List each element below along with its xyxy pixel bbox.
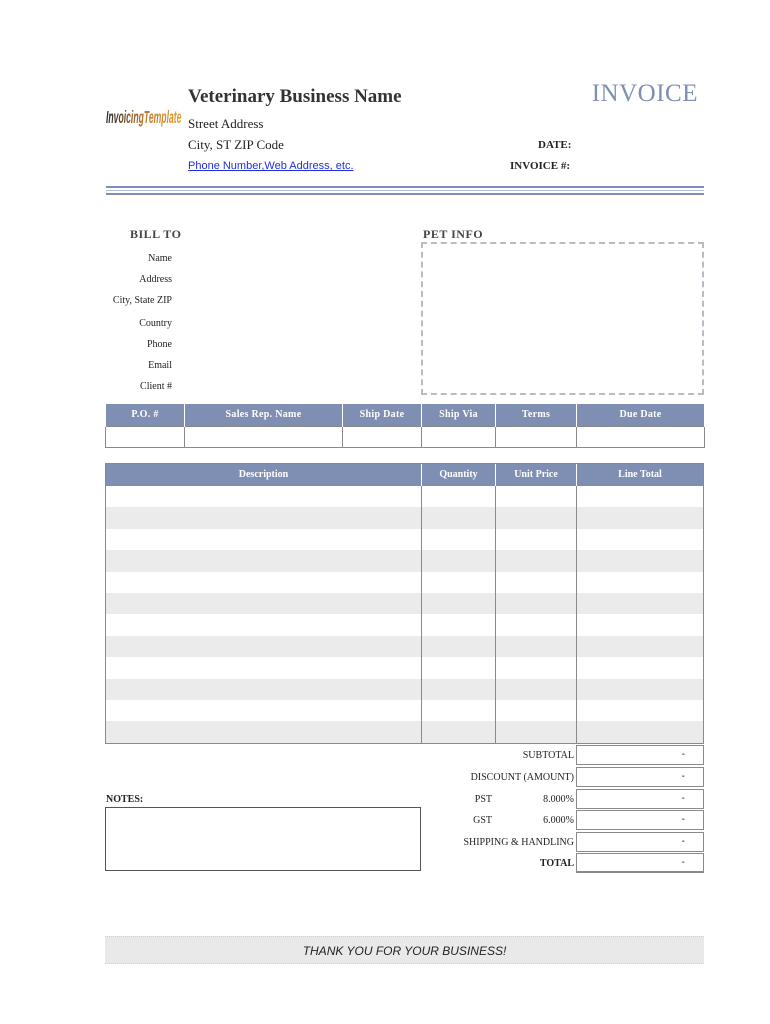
- description-cell[interactable]: [106, 700, 422, 721]
- line-total-cell[interactable]: [577, 657, 703, 678]
- bill-to-address-label: Address: [139, 274, 172, 285]
- unit-price-cell[interactable]: [496, 507, 577, 528]
- bill-to-name-label: Name: [148, 253, 172, 264]
- line-total-cell[interactable]: [577, 593, 703, 614]
- line-total-cell[interactable]: [577, 721, 703, 742]
- company-logo: [106, 100, 186, 132]
- quantity-header: Quantity: [422, 464, 496, 486]
- line-item-row: [106, 657, 703, 678]
- unit-price-cell[interactable]: [496, 657, 577, 678]
- quantity-cell[interactable]: [422, 614, 496, 635]
- po-number-cell[interactable]: [106, 426, 185, 447]
- line-item-row: [106, 572, 703, 593]
- line-item-row: [106, 700, 703, 721]
- terms-header: Terms: [496, 404, 577, 426]
- header-divider: [106, 186, 704, 188]
- gst-label: GST: [473, 815, 492, 826]
- line-total-cell[interactable]: [577, 614, 703, 635]
- svg-text:InvoicingTemplate: InvoicingTemplate: [106, 107, 182, 128]
- line-total-cell[interactable]: [577, 507, 703, 528]
- line-item-row: [106, 614, 703, 635]
- shipping-label: SHIPPING & HANDLING: [463, 837, 574, 848]
- unit-price-header: Unit Price: [496, 464, 577, 486]
- due-date-header: Due Date: [577, 404, 705, 426]
- quantity-cell[interactable]: [422, 507, 496, 528]
- business-contact-link[interactable]: Phone Number,Web Address, etc.: [188, 160, 354, 172]
- quantity-cell[interactable]: [422, 529, 496, 550]
- unit-price-cell[interactable]: [496, 486, 577, 507]
- po-number-header: P.O. #: [106, 404, 185, 426]
- unit-price-cell[interactable]: [496, 529, 577, 550]
- bill-to-heading: BILL TO: [130, 227, 182, 241]
- quantity-cell[interactable]: [422, 550, 496, 571]
- line-total-cell[interactable]: [577, 550, 703, 571]
- description-cell[interactable]: [106, 679, 422, 700]
- description-header: Description: [106, 464, 422, 486]
- line-item-row: [106, 679, 703, 700]
- unit-price-cell[interactable]: [496, 700, 577, 721]
- bill-to-phone-label: Phone: [147, 339, 172, 350]
- unit-price-cell[interactable]: [496, 572, 577, 593]
- business-name: Veterinary Business Name: [188, 86, 402, 107]
- description-cell[interactable]: [106, 486, 422, 507]
- line-item-row: [106, 636, 703, 657]
- description-cell[interactable]: [106, 507, 422, 528]
- ship-via-header: Ship Via: [422, 404, 496, 426]
- description-cell[interactable]: [106, 721, 422, 742]
- quantity-cell[interactable]: [422, 572, 496, 593]
- header-divider: [106, 190, 704, 191]
- line-item-row: [106, 507, 703, 528]
- line-total-cell[interactable]: [577, 572, 703, 593]
- description-cell[interactable]: [106, 614, 422, 635]
- description-cell[interactable]: [106, 529, 422, 550]
- description-cell[interactable]: [106, 657, 422, 678]
- line-item-row: [106, 529, 703, 550]
- line-items-header: [106, 464, 703, 486]
- shipping-value[interactable]: -: [576, 832, 704, 852]
- line-items-table: [105, 463, 704, 744]
- unit-price-cell[interactable]: [496, 679, 577, 700]
- unit-price-cell[interactable]: [496, 550, 577, 571]
- subtotal-value: -: [576, 745, 704, 765]
- quantity-cell[interactable]: [422, 700, 496, 721]
- line-item-row: [106, 593, 703, 614]
- thank-you-banner: THANK YOU FOR YOUR BUSINESS!: [105, 936, 704, 964]
- invoice-number-label: INVOICE #:: [510, 160, 570, 172]
- ship-date-header: Ship Date: [343, 404, 422, 426]
- quantity-cell[interactable]: [422, 657, 496, 678]
- unit-price-cell[interactable]: [496, 721, 577, 742]
- unit-price-cell[interactable]: [496, 636, 577, 657]
- pst-value: -: [576, 789, 704, 809]
- sales-rep-header: Sales Rep. Name: [185, 404, 343, 426]
- line-total-cell[interactable]: [577, 679, 703, 700]
- line-total-header: Line Total: [618, 469, 662, 480]
- quantity-cell[interactable]: [422, 636, 496, 657]
- date-label: DATE:: [538, 139, 572, 151]
- discount-value[interactable]: -: [576, 767, 704, 787]
- description-cell[interactable]: [106, 572, 422, 593]
- total-value: -: [576, 853, 704, 873]
- notes-label: NOTES:: [106, 794, 144, 805]
- quantity-cell[interactable]: [422, 721, 496, 742]
- pst-rate[interactable]: 8.000%: [543, 794, 574, 805]
- line-total-cell[interactable]: [577, 529, 703, 550]
- line-items-body: [106, 486, 703, 743]
- unit-price-cell[interactable]: [496, 614, 577, 635]
- due-date-cell[interactable]: [577, 426, 705, 447]
- line-item-row: [106, 721, 703, 742]
- discount-label: DISCOUNT (AMOUNT): [470, 772, 574, 783]
- bill-to-client-label: Client #: [140, 381, 172, 392]
- terms-cell[interactable]: [496, 426, 577, 447]
- gst-value: -: [576, 810, 704, 830]
- business-street: Street Address: [188, 116, 264, 131]
- bill-to-email-label: Email: [148, 360, 172, 371]
- quantity-cell[interactable]: [422, 679, 496, 700]
- order-info-table: [105, 404, 705, 448]
- invoice-title: INVOICE: [591, 80, 698, 107]
- description-cell[interactable]: [106, 550, 422, 571]
- notes-field[interactable]: [105, 807, 421, 871]
- line-total-cell[interactable]: [577, 700, 703, 721]
- ship-date-cell[interactable]: [343, 426, 422, 447]
- line-total-cell[interactable]: [577, 636, 703, 657]
- pet-info-box[interactable]: [421, 242, 704, 395]
- business-city-line: City, ST ZIP Code: [188, 137, 284, 152]
- line-item-row: [106, 550, 703, 571]
- description-cell[interactable]: [106, 593, 422, 614]
- description-cell[interactable]: [106, 636, 422, 657]
- quantity-cell[interactable]: [422, 486, 496, 507]
- ship-via-cell[interactable]: [422, 426, 496, 447]
- line-item-row: [106, 486, 703, 507]
- pet-info-heading: PET INFO: [423, 227, 484, 241]
- sales-rep-cell[interactable]: [185, 426, 343, 447]
- unit-price-cell[interactable]: [496, 593, 577, 614]
- line-total-cell[interactable]: [577, 486, 703, 507]
- subtotal-label: SUBTOTAL: [522, 750, 574, 761]
- quantity-cell[interactable]: [422, 593, 496, 614]
- gst-rate[interactable]: 6.000%: [543, 815, 574, 826]
- bill-to-country-label: Country: [139, 318, 172, 329]
- pst-label: PST: [474, 794, 492, 805]
- total-label: TOTAL: [539, 858, 574, 869]
- bill-to-city-label: City, State ZIP: [112, 295, 172, 306]
- header-divider: [106, 193, 704, 195]
